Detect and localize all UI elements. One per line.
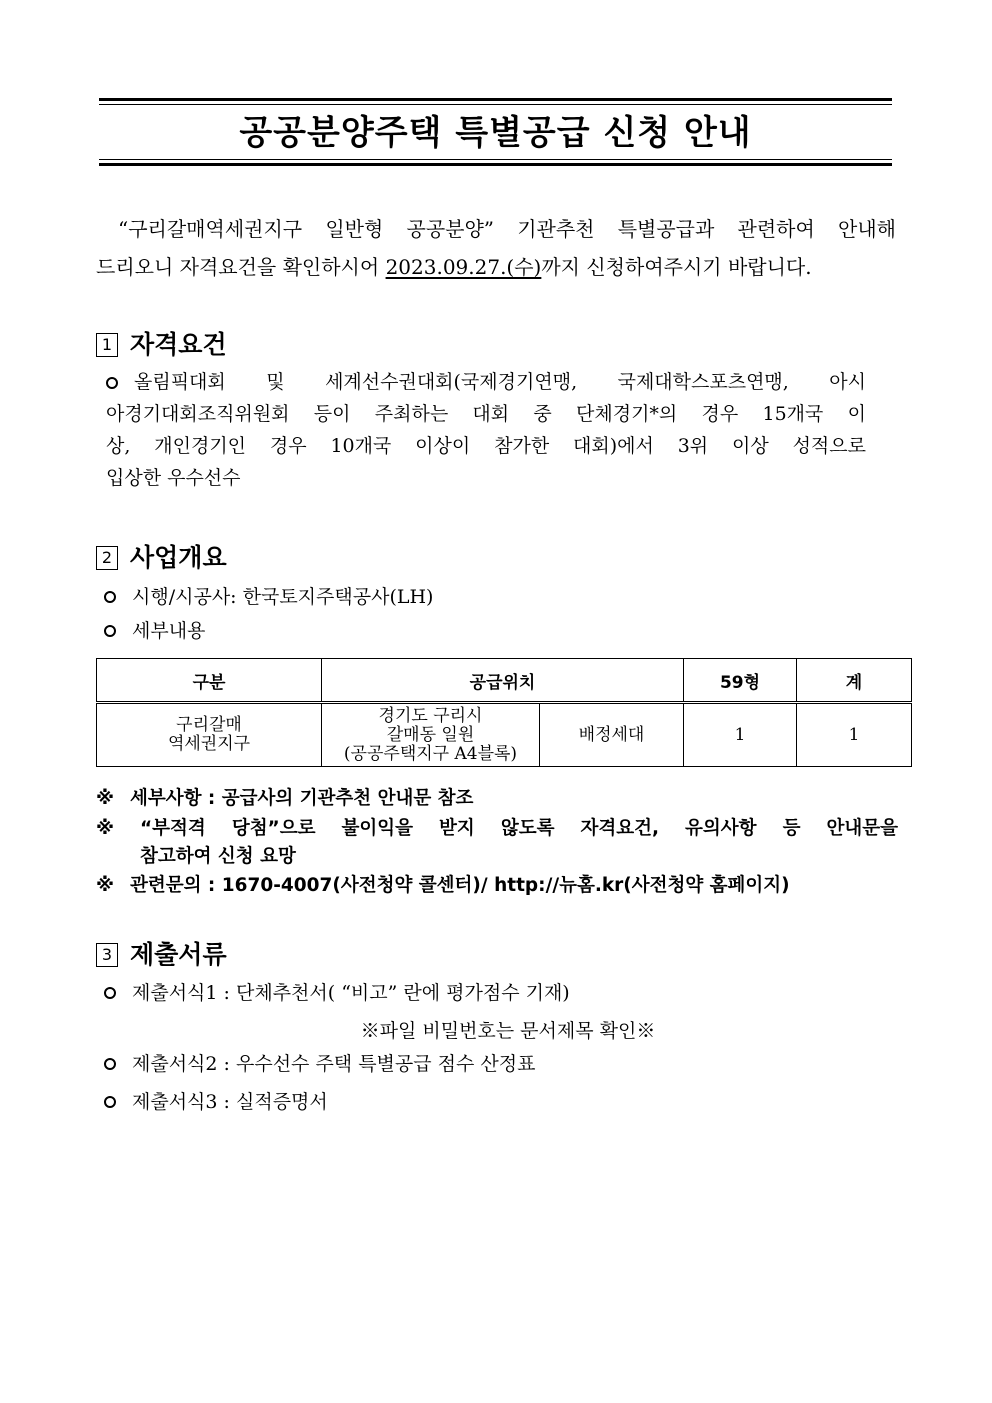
section-2-number: 2 [96,546,118,570]
qualification-line-4: 입상한 우수선수 [106,467,241,489]
circle-bullet-icon [104,625,116,637]
circle-bullet-icon [104,987,116,999]
title-top-rule [99,98,892,101]
supply-table [96,658,912,767]
header-location: 공급위치 [322,659,684,703]
reference-mark: ※ [96,818,114,839]
operator-text: 시행/시공사: 한국토지주택공사(LH) [132,586,434,608]
note-details-text: 세부사항 : 공급사의 기관추천 안내문 참조 [130,788,474,809]
qualification-line-1 [106,366,866,398]
section-2-heading [96,541,227,575]
operator-bullet [104,581,433,613]
section-2-title: 사업개요 [130,543,227,572]
intro-line-1 [96,210,896,248]
circle-bullet-icon [104,1096,116,1108]
section-1-title: 자격요건 [130,330,227,359]
note-disqualification-line-2: 참고하여 신청 요망 [140,846,296,867]
qualification-line-2: 아경기대회조직위원회 등이 주최하는 대회 중 단체경기*의 경우 15개국 이 [106,403,866,425]
section-1-heading [96,328,227,362]
qualification-line-1-text: 올림픽대회 및 세계선수권대회(국제경기연맹, 국제대학스포츠연맹, 아시 [134,371,866,393]
details-text: 세부내용 [132,620,206,642]
intro-line-2 [96,248,896,286]
cell-district [97,703,322,767]
header-division: 구분 [97,659,322,703]
circle-bullet-icon [104,591,116,603]
intro-line-2-before: 드리오니 자격요건을 확인하시어 [96,255,386,279]
form-2-text: 제출서식2 : 우수선수 주택 특별공급 점수 산정표 [132,1053,536,1075]
form-3-bullet [104,1086,328,1118]
form-3-text: 제출서식3 : 실적증명서 [132,1091,328,1113]
location-line-1: 경기도 구리시 [378,705,483,726]
section-3-number: 3 [96,943,118,967]
reference-mark: ※ [96,788,114,809]
note-details [96,785,473,813]
note-contact [96,872,790,900]
circle-bullet-icon [106,377,118,389]
title-bottom-rule [99,163,892,166]
circle-bullet-icon [104,1058,116,1070]
section-1-number: 1 [96,333,118,357]
deadline-date: 2023.09.27.(수) [385,255,542,279]
page-title: 공공분양주택 특별공급 신청 안내 [239,113,752,153]
title-top-rule-thin [99,104,892,105]
location-line-2: 갈매동 일원 [386,724,475,745]
note-disqualification-line-1 [96,815,898,843]
form-1-text: 제출서식1 : 단체추천서( “비고” 란에 평가점수 기재) [132,982,570,1004]
section-1-bullet [106,366,866,494]
cell-count-59: 1 [684,703,797,767]
location-line-3: (공공주택지구 A4블록) [343,743,518,764]
section-3-heading [96,938,227,972]
note-disqualification-text-1: “부적격 당첨”으로 불이익을 받지 않도록 자격요건, 유의사항 등 안내문을 [140,818,898,839]
note-disqualification [96,815,898,871]
title-bottom-rule-thin [99,159,892,160]
form-2-bullet [104,1048,535,1080]
password-note: ※파일 비밀번호는 문서제목 확인※ [360,1020,656,1042]
note-contact-text: 관련문의 : 1670-4007(사전청약 콜센터)/ http://뉴홈.kr(사전청약 홈페이지) [130,875,790,896]
cell-type: 배정세대 [540,703,684,767]
section-3-title: 제출서류 [130,940,227,969]
header-total: 계 [797,659,912,703]
intro-line-1-text: “구리갈매역세권지구 일반형 공공분양” 기관추천 특별공급과 관련하여 안내해 [118,217,896,241]
district-line-1: 구리갈매 [176,715,242,735]
intro-paragraph [96,210,896,286]
form-1-bullet [104,977,570,1009]
details-bullet [104,615,205,647]
header-59-type: 59형 [684,659,797,703]
cell-location [322,703,540,767]
district-line-2: 역세권지구 [167,734,251,754]
reference-mark: ※ [96,875,114,896]
table-row [97,703,912,767]
intro-line-2-after: 까지 신청하여주시기 바랍니다. [541,255,812,279]
table-header-row [97,659,912,703]
cell-total: 1 [797,703,912,767]
qualification-line-3: 상, 개인경기인 경우 10개국 이상이 참가한 대회)에서 3위 이상 성적으로 [106,435,866,457]
